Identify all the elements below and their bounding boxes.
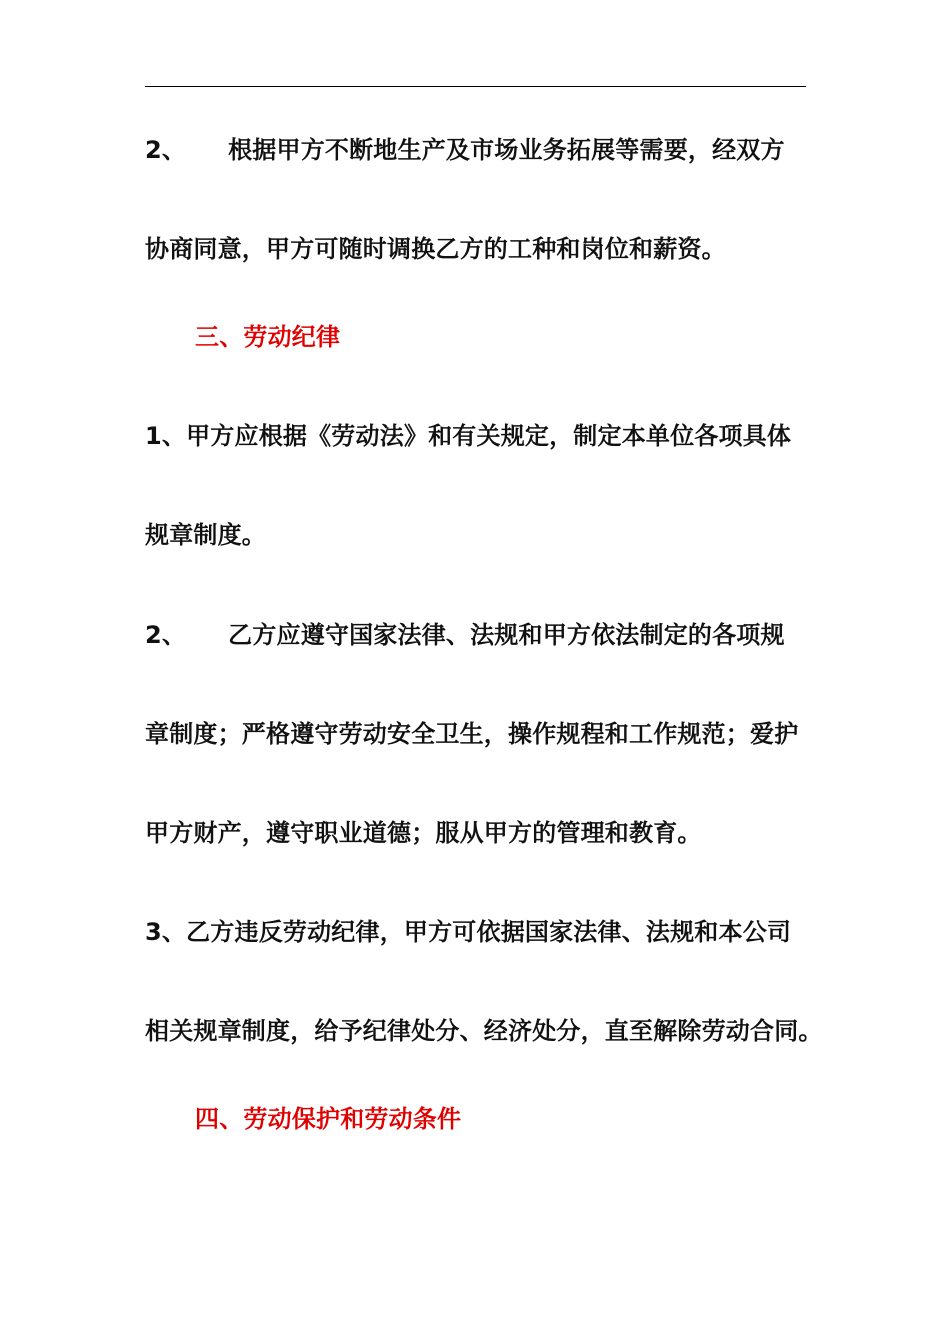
list-number: 2、 [145, 621, 187, 649]
section-heading [195, 1105, 895, 1133]
line-text: 规章制度。 [145, 521, 266, 549]
paragraph-line [145, 136, 845, 164]
line-text: 3、乙方违反劳动纪律，甲方可依据国家法律、法规和本公司 [145, 918, 792, 946]
line-text: 甲方财产，遵守职业道德；服从甲方的管理和教育。 [145, 819, 702, 847]
paragraph-line [145, 918, 845, 946]
heading-text: 四、劳动保护和劳动条件 [195, 1105, 462, 1133]
list-number: 2、 [145, 136, 187, 164]
paragraph-line [145, 422, 845, 450]
header-rule [145, 86, 806, 87]
line-text: 章制度；严格遵守劳动安全卫生，操作规程和工作规范；爱护 [145, 720, 799, 748]
line-text: 相关规章制度，给予纪律处分、经济处分，直至解除劳动合同。 [145, 1017, 823, 1045]
section-heading [195, 323, 895, 351]
heading-text: 三、劳动纪律 [195, 323, 341, 351]
paragraph-line [145, 720, 845, 748]
paragraph-line [145, 819, 845, 847]
line-text: 1、甲方应根据《劳动法》和有关规定，制定本单位各项具体 [145, 422, 792, 450]
paragraph-line [145, 1017, 845, 1045]
paragraph-line [145, 235, 845, 263]
paragraph-line [145, 521, 845, 549]
line-text: 协商同意，甲方可随时调换乙方的工种和岗位和薪资。 [145, 235, 726, 263]
line-text: 根据甲方不断地生产及市场业务拓展等需要，经双方 [228, 136, 785, 164]
line-text: 乙方应遵守国家法律、法规和甲方依法制定的各项规 [228, 621, 785, 649]
paragraph-line [145, 621, 845, 649]
